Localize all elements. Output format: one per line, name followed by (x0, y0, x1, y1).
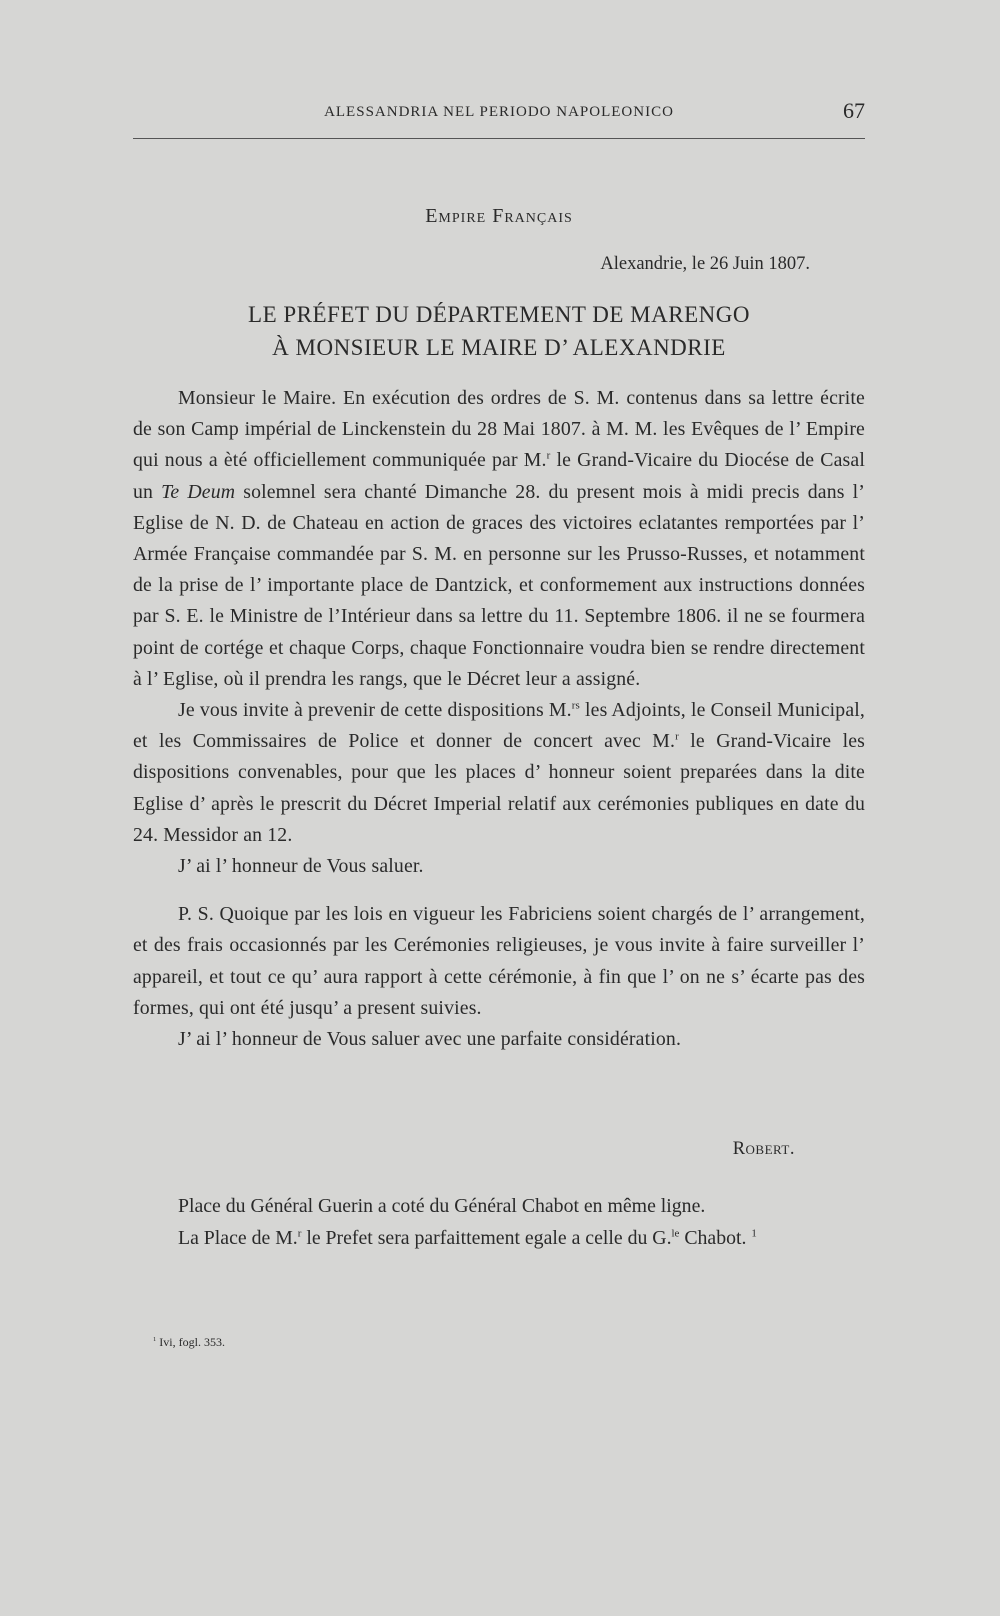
footnote (133, 1335, 865, 1350)
footnote-reference: 1 (751, 1227, 757, 1240)
running-title: ALESSANDRIA NEL PERIODO NAPOLEONICO (324, 104, 674, 120)
heading-line-1: LE PRÉFET DU DÉPARTEMENT DE MARENGO (248, 302, 750, 327)
letter-header: Empire Français (425, 205, 573, 227)
signature: Robert. (732, 1139, 795, 1159)
footnote-text: Ivi, fogl. 353. (159, 1335, 225, 1349)
seating-note (133, 1190, 865, 1254)
paragraph-3: J’ ai l’ honneur de Vous saluer. (178, 855, 424, 878)
dateline: Alexandrie, le 26 Juin 1807. (600, 254, 810, 274)
running-head (133, 98, 865, 139)
letter-body (133, 383, 865, 1055)
page-number: 67 (843, 98, 865, 123)
note-line-1: Place du Général Guerin a coté du Général Chabot en même ligne. (178, 1195, 706, 1217)
closing: J’ ai l’ honneur de Vous saluer avec une parfaite considération. (178, 1028, 682, 1051)
paragraph-2: Je vous invite à prevenir de cette dispositions M.$^{rs}$ les Adjoints, le Conseil Municipal, et les Commissaires de Police et donner de concert avec M.$^r$ le Grand-Vicaire les dispositions convenables, pour que les places d’ honneur soient preparées dans la dite Eglise d’ après le prescrit du Décret Imperial relatif aux cerémonies publiques en date du 24. Messidor an 12. (133, 699, 865, 846)
letter-heading (133, 298, 865, 364)
postscript: P. S. Quoique par les lois en vigueur les Fabriciens soient chargés de l’ arrangement, et des frais occasionnés par les Cerémonies religieuses, je vous invite à faire surveiller l’ appareil, et tout ce qu’ aura rapport à cette cérémonie, à fin que l’ on ne s’ écarte pas des formes, qui ont été jusqu’ a present suivies. (133, 903, 865, 1019)
heading-line-2: À MONSIEUR LE MAIRE D’ ALEXANDRIE (272, 335, 726, 360)
footnote-marker: 1 (153, 1336, 157, 1343)
paragraph-1: Monsieur le Maire. En exécution des ordres de S. M. contenus dans sa lettre écrite de son Camp impérial de Linckenstein du 28 Mai 1807. à M. M. les Evêques de l’ Empire qui nous a èté officiellement communiquée par M.$^r$ le Grand-Vicaire du Diocése de Casal un Te Deum solemnel sera chanté Dimanche 28. du present mois à midi precis dans l’ Eglise de N. D. de Chateau en action de graces des victoires eclatantes remportées par l’ Armée Française commandée par S. M. en personne sur les Prusso-Russes, et notamment de la prise de l’ importante place de Dantzick, et conformement aux instructions données par S. E. le Ministre de l’Intérieur dans sa lettre du 11. Septembre 1806. il ne se fourmera point de cortége et chaque Corps, chaque Fonctionnaire voudra bien se rendre directement à l’ Eglise, où il prendra les rangs, que le Décret leur a assigné. (133, 387, 866, 690)
note-line-2: La Place de M.$^r$ le Prefet sera parfaittement egale a celle du G.$^{le}$ Chabot. $^1$ (178, 1227, 757, 1249)
